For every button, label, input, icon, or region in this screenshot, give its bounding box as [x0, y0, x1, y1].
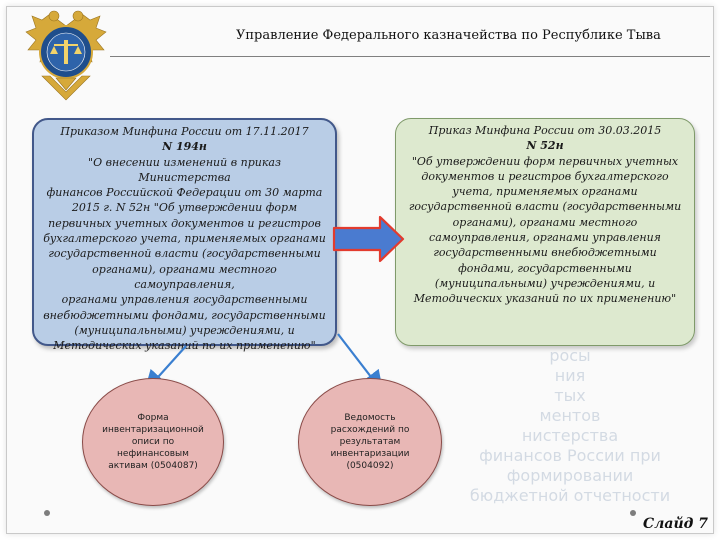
order-52n-heading: Приказ Минфина России от 30.03.2015: [428, 124, 662, 137]
treasury-emblem-icon: [20, 6, 112, 106]
right-arrow-icon: [332, 214, 406, 264]
order-194n-line: финансов Российской Федерации от 30 марта: [46, 186, 323, 200]
form-0504087-line: Форма: [137, 413, 169, 423]
order-194n-line: (муниципальными) учреждениями, и: [74, 323, 295, 337]
order-52n-line: фондами, государственными: [458, 261, 632, 275]
corner-dot: [630, 510, 636, 516]
form-0504087-node: [82, 378, 224, 506]
header-divider: [110, 56, 710, 57]
order-52n-line: учета, применяемых органами: [452, 185, 638, 199]
order-194n-line: первичных учетных документов и регистров: [48, 216, 321, 230]
form-0504092-line: (0504092): [346, 461, 394, 471]
order-194n-number: N 194н: [162, 140, 207, 154]
order-194n-box: [32, 118, 337, 353]
order-194n-line: внебюджетными фондами, государственными: [43, 308, 326, 322]
order-194n-line: Методических указаний по их применению": [53, 339, 316, 353]
background-text-line: формировании: [506, 466, 634, 485]
order-52n-line: государственными внебюджетными: [433, 246, 657, 260]
order-52n-number: N 52н: [526, 139, 564, 153]
background-faded-text: [436, 346, 704, 506]
order-194n-heading: Приказом Минфина России от 17.11.2017: [60, 125, 309, 138]
background-text-line: тых: [554, 386, 586, 405]
form-0504092-line: инвентаризации: [330, 449, 410, 459]
background-text-line: финансов России при: [479, 446, 661, 465]
form-0504092-node: [298, 378, 442, 506]
order-52n-line: органами), органами местного: [452, 215, 638, 229]
order-52n-line: (муниципальными) учреждениями, и: [434, 276, 656, 290]
background-text-line: нистерства: [521, 426, 619, 445]
order-52n-line: самоуправления, органами управления: [429, 231, 661, 245]
order-194n-line: органами), органами местного самоуправления,: [92, 262, 277, 291]
form-0504087-line: нефинансовым: [117, 449, 189, 459]
order-52n-line: "Об утверждении форм первичных учетных: [411, 154, 679, 168]
form-0504087-line: инвентаризационной: [102, 425, 204, 435]
order-52n-line: Методических указаний по их применению": [413, 292, 677, 306]
corner-dot: [44, 510, 50, 516]
background-text-line: ния: [554, 366, 586, 385]
form-0504092-line: результатам: [339, 437, 401, 447]
order-194n-line: "О внесении изменений в приказ Министерства: [88, 155, 281, 184]
order-194n-line: 2015 г. N 52н "Об утверждении форм: [71, 201, 298, 215]
slide-number: Слайд 7: [643, 516, 708, 532]
form-0504087-line: описи по: [131, 437, 175, 447]
background-text-line: росы: [549, 346, 591, 365]
order-194n-line: органами управления государственными: [61, 293, 308, 307]
order-52n-line: государственной власти (государственными: [408, 200, 682, 214]
form-0504087-line: активам (0504087): [108, 461, 198, 471]
order-194n-line: бухгалтерского учета, применяемых органами: [43, 232, 326, 246]
background-text-line: бюджетной отчетности: [469, 486, 671, 505]
form-0504092-line: Ведомость: [344, 413, 396, 423]
order-52n-line: документов и регистров бухгалтерского: [421, 169, 669, 183]
form-0504092-line: расхождений по: [330, 425, 410, 435]
page-title: Управление Федерального казначейства по Республике Тыва: [236, 28, 661, 43]
order-52n-box: [395, 118, 695, 346]
order-194n-line: государственной власти (государственными: [48, 247, 321, 261]
background-text-line: ментов: [539, 406, 601, 425]
